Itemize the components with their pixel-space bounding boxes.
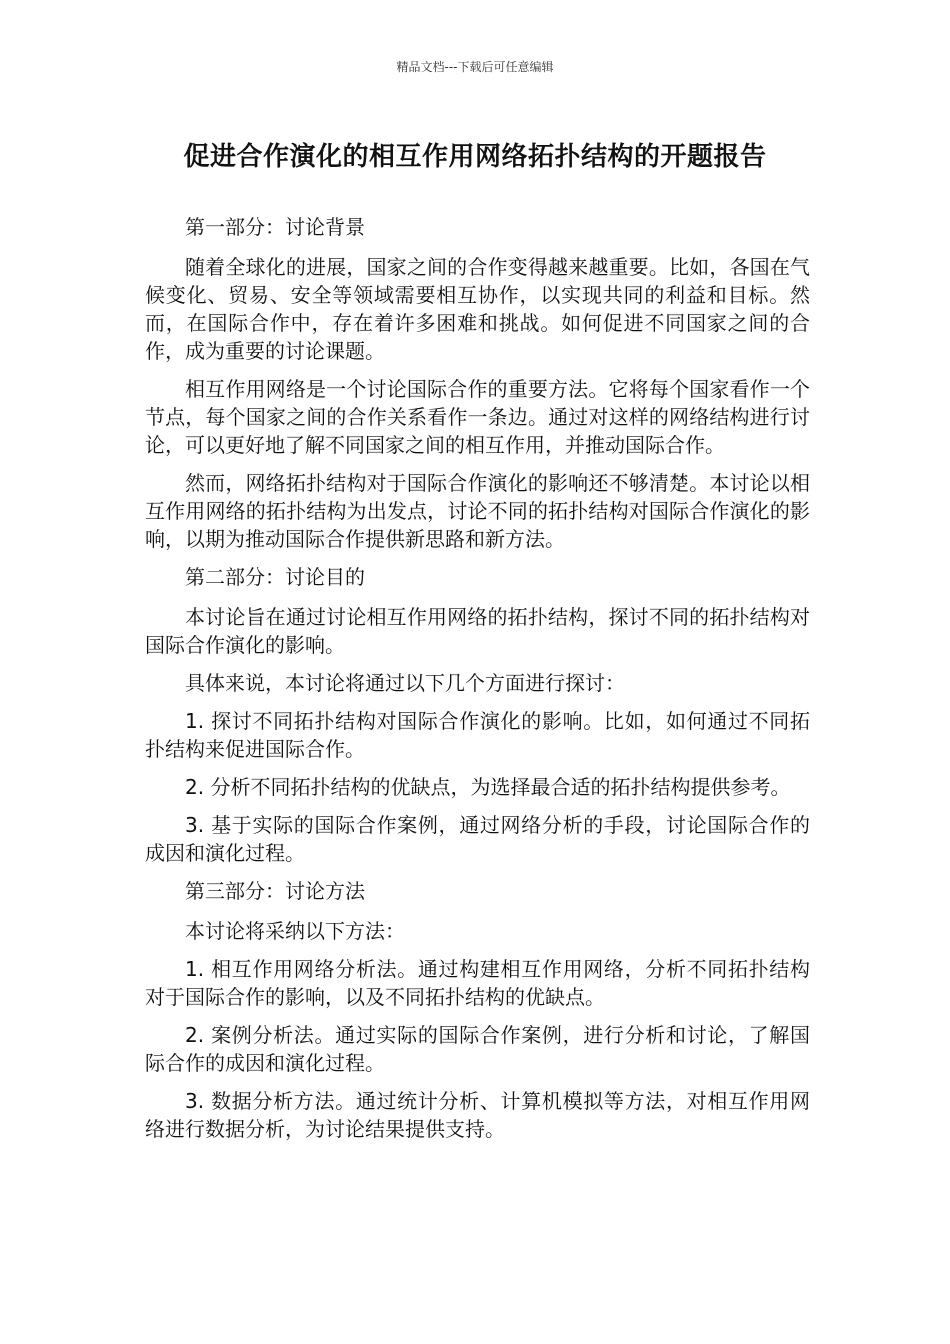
list-item-method-3: 3. 数据分析方法。通过统计分析、计算机模拟等方法，对相互作用网络进行数据分析，为讨论结果提供支持。 (145, 1089, 810, 1141)
list-item-purpose-3: 3. 基于实际的国际合作案例，通过网络分析的手段，讨论国际合作的成因和演化过程。 (145, 813, 810, 865)
paragraph-purpose-2: 具体来说，本讨论将通过以下几个方面进行探讨： (185, 671, 625, 695)
list-item-purpose-2: 2. 分析不同拓扑结构的优缺点，为选择最合适的拓扑结构提供参考。 (185, 775, 791, 799)
paragraph-background-3: 然而，网络拓扑结构对于国际合作演化的影响还不够清楚。本讨论以相互作用网络的拓扑结构为出发点，讨论不同的拓扑结构对国际合作演化的影响，以期为推动国际合作提供新思路和新方法。 (145, 471, 810, 551)
list-item-method-2: 2. 案例分析法。通过实际的国际合作案例，进行分析和讨论，了解国际合作的成因和演化过程。 (145, 1023, 810, 1075)
paragraph-background-1: 随着全球化的进展，国家之间的合作变得越来越重要。比如，各国在气候变化、贸易、安全等领域需要相互协作，以实现共同的利益和目标。然而，在国际合作中，存在着许多困难和挑战。如何促进不同国家之间的合作，成为重要的讨论课题。 (145, 255, 810, 363)
header-note: 精品文档---下载后可任意编辑 (396, 60, 554, 74)
list-item-method-1: 1. 相互作用网络分析法。通过构建相互作用网络，分析不同拓扑结构对于国际合作的影响，以及不同拓扑结构的优缺点。 (145, 957, 810, 1009)
paragraph-method-1: 本讨论将采纳以下方法： (185, 919, 405, 943)
section-heading-method: 第三部分：讨论方法 (185, 879, 365, 903)
section-heading-background: 第一部分：讨论背景 (185, 215, 365, 239)
document-title: 促进合作演化的相互作用网络拓扑结构的开题报告 (183, 142, 767, 172)
paragraph-purpose-1: 本讨论旨在通过讨论相互作用网络的拓扑结构，探讨不同的拓扑结构对国际合作演化的影响。 (145, 605, 810, 657)
document-body (145, 213, 810, 1153)
list-item-purpose-1: 1. 探讨不同拓扑结构对国际合作演化的影响。比如，如何通过不同拓扑结构来促进国际合作。 (145, 709, 810, 761)
paragraph-background-2: 相互作用网络是一个讨论国际合作的重要方法。它将每个国家看作一个节点，每个国家之间的合作关系看作一条边。通过对这样的网络结构进行讨论，可以更好地了解不同国家之间的相互作用，并推动国际合作。 (145, 377, 810, 457)
section-heading-purpose: 第二部分：讨论目的 (185, 565, 365, 589)
